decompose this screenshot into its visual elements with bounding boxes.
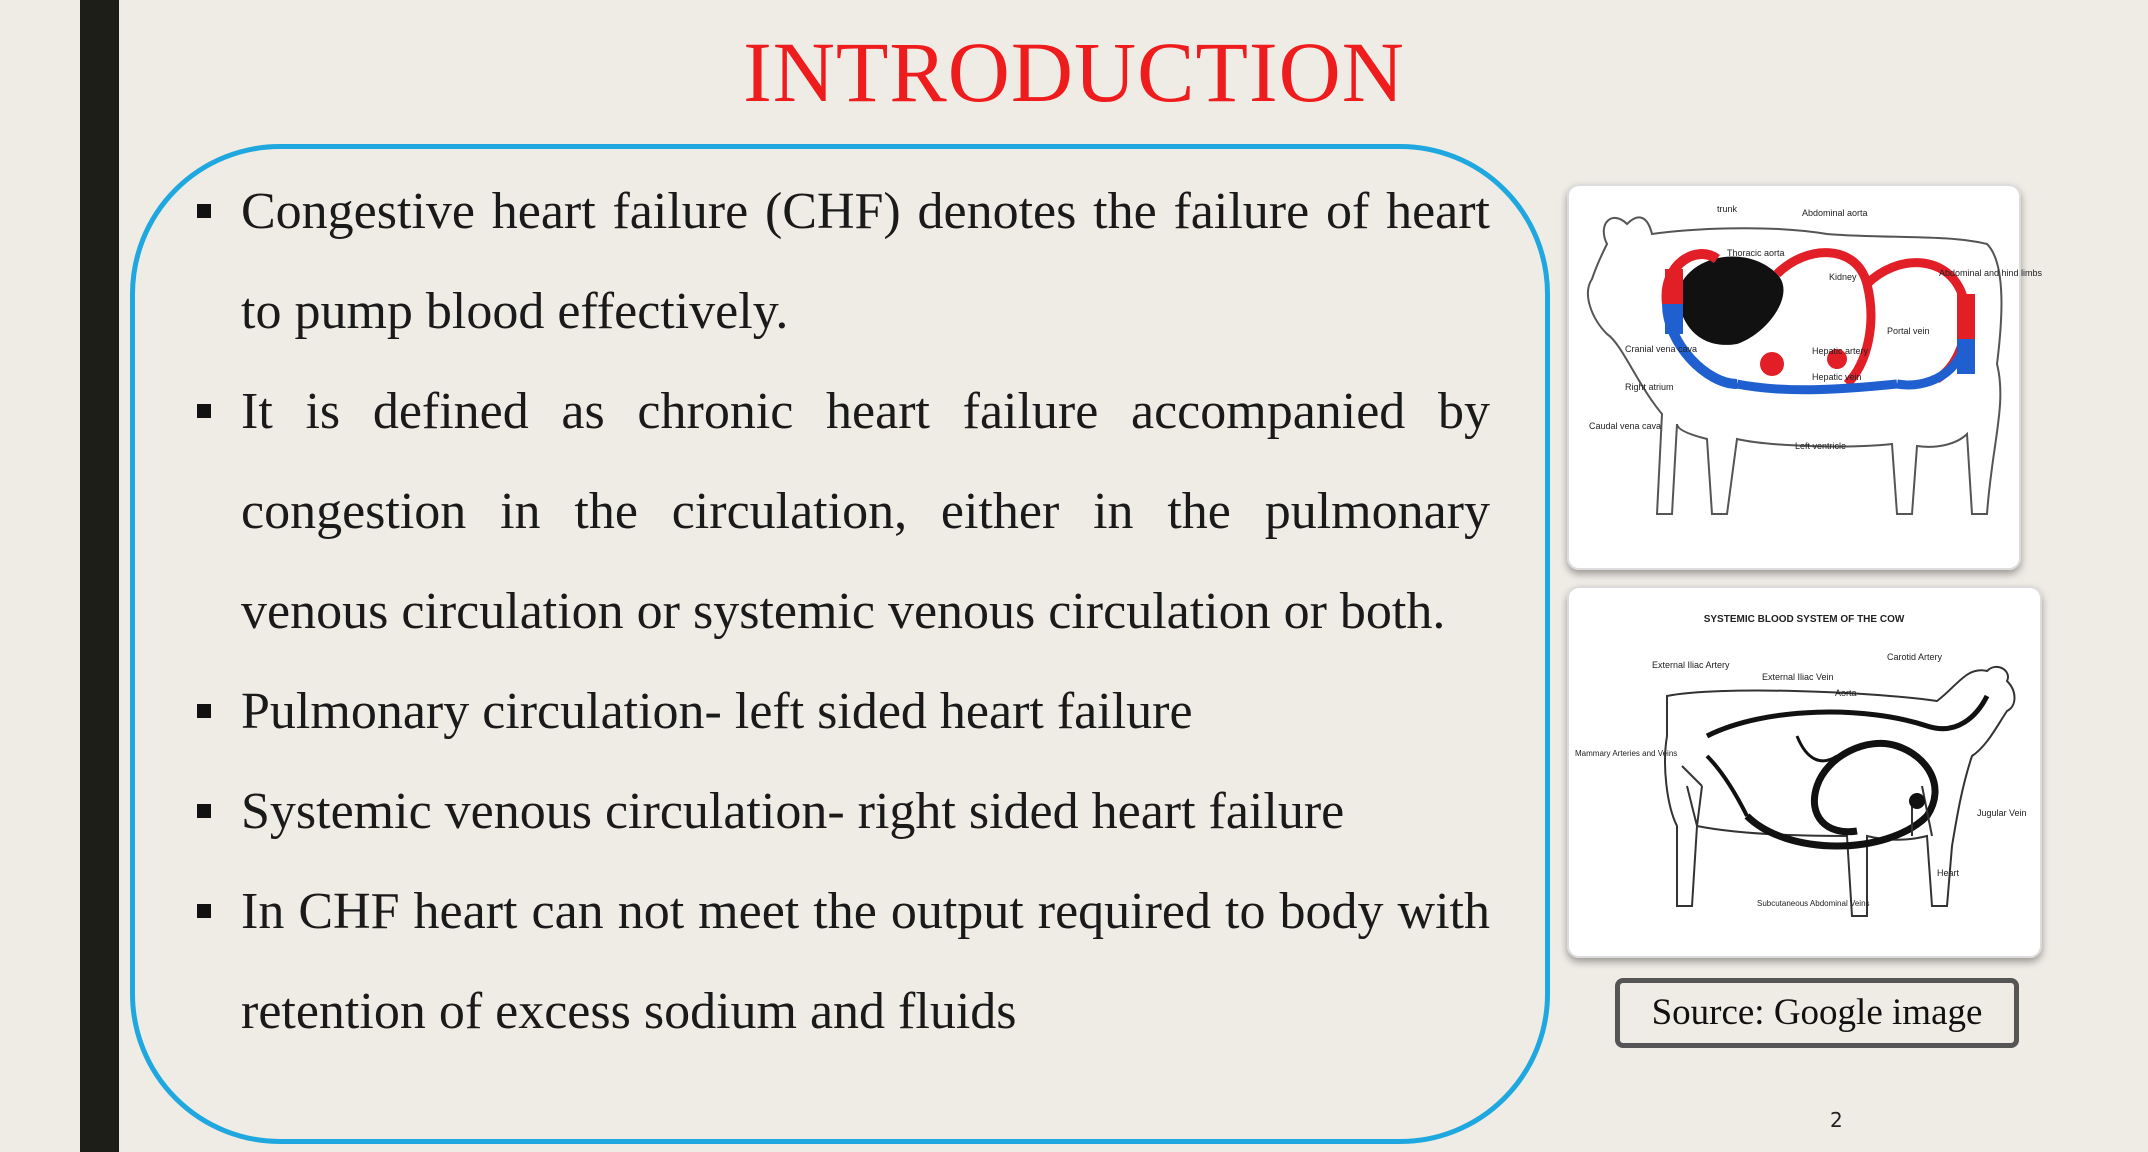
diagram-label: External Iliac Artery xyxy=(1652,660,1730,670)
bullet-item xyxy=(195,662,1490,762)
square-bullet-icon xyxy=(197,204,211,218)
systemic-blood-svg xyxy=(1567,586,2042,958)
bullet-list xyxy=(195,162,1490,1062)
diagram-label: Kidney xyxy=(1829,272,1857,282)
bullet-text: Systemic venous circulation- right sided heart failure xyxy=(241,783,1345,840)
bullet-item xyxy=(195,762,1490,862)
bullet-text: Congestive heart failure (CHF) denotes the failure of heart to pump blood effectively. xyxy=(241,183,1490,340)
heart-region xyxy=(1677,257,1783,345)
diagram-label: Left ventricle xyxy=(1795,441,1847,451)
cow-outline xyxy=(1665,667,2014,916)
diagram-label: Heart xyxy=(1937,868,1960,878)
diagram-label: Mammary Arteries and Veins xyxy=(1575,749,1678,758)
bullet-text: In CHF heart can not meet the output required to body with retention of excess sodium and fluids xyxy=(241,883,1490,1040)
page-number: 2 xyxy=(1830,1108,1843,1132)
bullet-text: It is defined as chronic heart failure accompanied by congestion in the circulation, either in the pulmonary venous circulation or systemic venous circulation or both. xyxy=(241,383,1490,640)
cow-circulation-svg xyxy=(1567,184,2043,570)
diagram-label: Subcutaneous Abdominal Veins xyxy=(1757,899,1870,908)
diagram-heading: SYSTEMIC BLOOD SYSTEM OF THE COW xyxy=(1703,614,1905,625)
diagram-label: Caudal vena cava xyxy=(1589,421,1662,431)
diagram-label: Thoracic aorta xyxy=(1727,248,1785,258)
diagram-label: Jugular Vein xyxy=(1977,808,2027,818)
slide-title: INTRODUCTION xyxy=(743,24,1405,120)
square-bullet-icon xyxy=(197,804,211,818)
bullet-text: Pulmonary circulation- left sided heart failure xyxy=(241,683,1193,740)
diagram-label: Right atrium xyxy=(1625,382,1674,392)
diagram-label: Portal vein xyxy=(1887,326,1930,336)
systemic-blood-system-diagram xyxy=(1567,586,2042,958)
square-bullet-icon xyxy=(197,704,211,718)
cow-circulation-diagram xyxy=(1567,184,2043,570)
bullet-item xyxy=(195,862,1490,1062)
square-bullet-icon xyxy=(197,904,211,918)
diagram-label: Aorta xyxy=(1835,688,1857,698)
diagram-label: Carotid Artery xyxy=(1887,652,1943,662)
source-caption: Source: Google image xyxy=(1615,978,2019,1048)
diagram-label: Cranial vena cava xyxy=(1625,344,1698,354)
diagram-label: External Iliac Vein xyxy=(1762,672,1834,682)
square-bullet-icon xyxy=(197,404,211,418)
left-accent-bar xyxy=(80,0,119,1152)
diagram-label: Hepatic vein xyxy=(1812,372,1862,382)
diagram-label: Abdominal aorta xyxy=(1802,208,1868,218)
diagram-label: Hepatic artery xyxy=(1812,346,1869,356)
diagram-label: trunk xyxy=(1717,204,1738,214)
bullet-item xyxy=(195,362,1490,662)
diagram-label: Abdominal and hind limbs xyxy=(1939,268,2043,278)
bullet-item xyxy=(195,162,1490,362)
